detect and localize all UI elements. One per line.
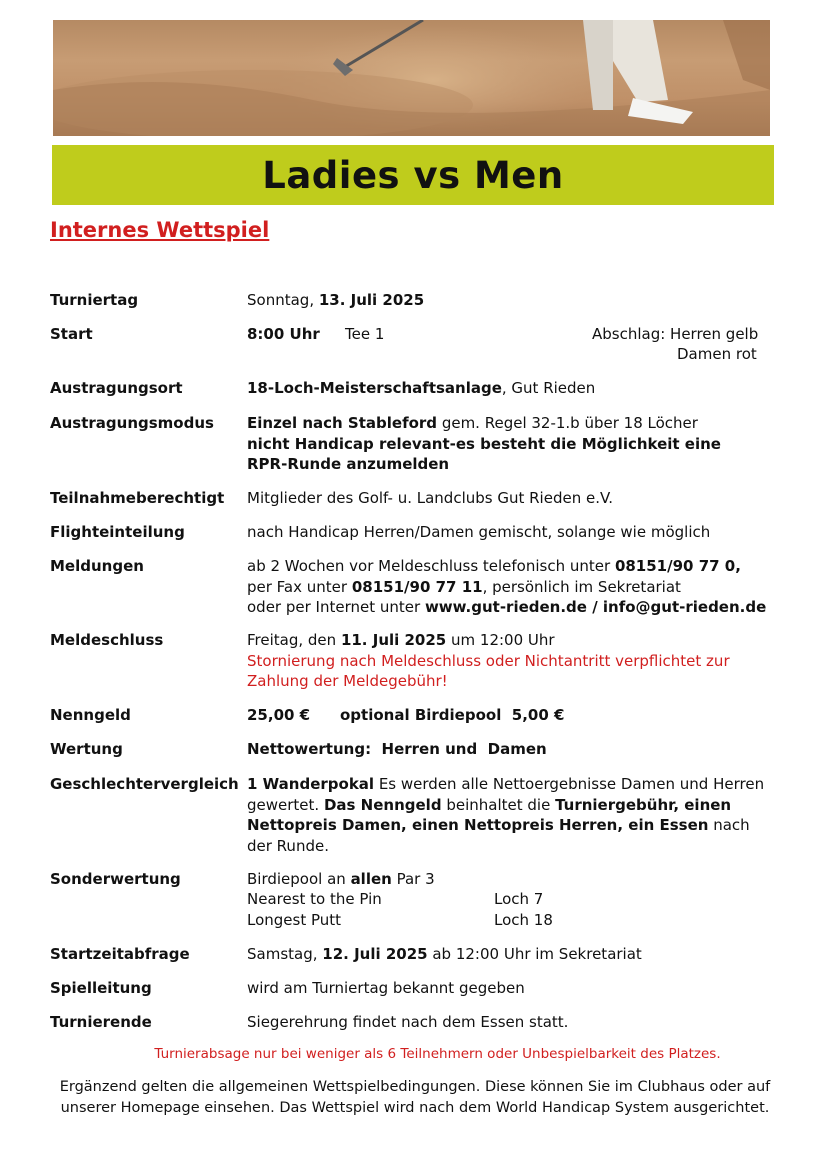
value-startzeit	[247, 944, 775, 965]
value-austragungsmodus	[247, 413, 747, 475]
row-start	[50, 324, 775, 366]
value-austragungsort	[247, 378, 775, 399]
text: um 12:00 Uhr	[446, 631, 555, 649]
longest-putt-hole: Loch 18	[494, 911, 553, 929]
text: oder per Internet unter	[247, 598, 425, 616]
text: Samstag,	[247, 945, 323, 963]
text: allen	[350, 870, 392, 888]
text: Freitag, den	[247, 631, 341, 649]
value-turnierende: Siegerehrung findet nach dem Essen statt.	[247, 1013, 569, 1031]
label-spielleitung: Spielleitung	[50, 979, 152, 997]
birdiepool-fee: optional Birdiepool 5,00 €	[340, 706, 565, 724]
text: Turniergebühr, einen Nettopreis Damen, einen Nettopreis Herren, ein Essen	[247, 795, 732, 834]
text: 18-Loch-Meisterschaftsanlage	[247, 379, 502, 397]
subtitle: Internes Wettspiel	[50, 218, 270, 242]
text: , persönlich im Sekretariat	[482, 577, 681, 596]
text: Par 3	[391, 870, 435, 888]
longest-putt: Longest Putt	[247, 911, 342, 929]
nearest-to-pin-hole: Loch 7	[494, 890, 544, 908]
abschlag-herren: Abschlag: Herren gelb	[592, 325, 759, 343]
value-turniertag: Sonntag, 13. Juli 2025	[247, 291, 425, 309]
value-meldungen	[247, 556, 775, 618]
fee: 25,00 €	[247, 706, 311, 724]
nearest-to-pin: Nearest to the Pin	[247, 890, 382, 908]
label-meldungen: Meldungen	[50, 557, 144, 575]
text: , Gut Rieden	[501, 379, 596, 397]
text: 1 Wanderpokal	[247, 775, 375, 793]
text: nach der Runde.	[247, 816, 750, 855]
label-flight: Flighteinteilung	[50, 523, 185, 541]
label-geschlechtervergleich: Geschlechtervergleich	[50, 775, 239, 793]
storno-warning: Stornierung nach Meldeschluss oder Nichtantritt verpflichtet zur Zahlung der Meldegebühr!	[247, 651, 730, 690]
label-sonderwertung: Sonderwertung	[50, 870, 181, 888]
page-title: Ladies vs Men	[262, 153, 564, 197]
label-nenngeld: Nenngeld	[50, 706, 131, 724]
text: ab 2 Wochen vor Meldeschluss telefonisch unter	[247, 557, 615, 575]
label-meldeschluss: Meldeschluss	[50, 631, 164, 649]
phone: 08151/90 77 0,	[614, 557, 741, 575]
label-austragungsmodus: Austragungsmodus	[50, 414, 214, 432]
text: gem. Regel 32-1.b über 18 Löcher	[437, 414, 698, 432]
label-turniertag: Turniertag	[50, 291, 139, 309]
text: nicht Handicap relevant-es besteht die Möglichkeit eine RPR-Runde anzumelden	[247, 434, 721, 473]
birdiepool-text	[247, 869, 435, 890]
date: 11. Juli 2025	[340, 631, 447, 649]
text: Das Nenngeld	[323, 795, 442, 814]
value-wertung: Nettowertung: Herren und Damen	[247, 740, 547, 758]
abschlag-damen: Damen rot	[677, 345, 757, 363]
header-photo-golf-bunker	[53, 20, 770, 136]
cancellation-notice: Turnierabsage nur bei weniger als 6 Teilnehmern oder Unbespielbarkeit des Platzes.	[154, 1046, 721, 1062]
value-spielleitung: wird am Turniertag bekannt gegeben	[247, 979, 525, 997]
value-flight: nach Handicap Herren/Damen gemischt, solange wie möglich	[247, 523, 711, 541]
label-startzeit: Startzeitabfrage	[50, 945, 190, 963]
footer-text: Ergänzend gelten die allgemeinen Wettspielbedingungen. Diese können Sie im Clubhaus oder auf unserer Homepage einsehen. Das Wettspiel wird nach dem World Handicap System ausgerichtet.	[59, 1079, 771, 1116]
fax: 08151/90 77 11	[351, 577, 483, 596]
label-turnierende: Turnierende	[50, 1013, 152, 1031]
date: 13. Juli 2025	[318, 291, 425, 309]
start-tee: Tee 1	[345, 325, 385, 343]
start-time: 8:00 Uhr	[247, 325, 320, 343]
text: Sonntag	[247, 291, 310, 309]
value-meldeschluss	[247, 630, 767, 692]
title-banner	[52, 145, 774, 205]
text: per Fax unter	[247, 577, 352, 596]
text: Einzel nach Stableford	[247, 414, 438, 432]
row-sonderwertung	[50, 869, 775, 931]
label-teilnahme: Teilnahmeberechtigt	[50, 489, 225, 507]
value-geschlechtervergleich	[247, 774, 777, 856]
text: beinhaltet die	[441, 795, 556, 814]
label-wertung: Wertung	[50, 740, 123, 758]
web-email: www.gut-rieden.de / info@gut-rieden.de	[424, 598, 767, 616]
value-teilnahme: Mitglieder des Golf- u. Landclubs Gut Rieden e.V.	[247, 489, 614, 507]
label-start: Start	[50, 325, 93, 343]
text: Birdiepool an	[247, 870, 351, 888]
date: 12. Juli 2025	[322, 945, 428, 963]
text: Es werden alle Nettoergebnisse Damen und Herren gewertet.	[247, 775, 765, 814]
label-austragungsort: Austragungsort	[50, 379, 183, 397]
text: ab 12:00 Uhr im Sekretariat	[427, 945, 642, 963]
